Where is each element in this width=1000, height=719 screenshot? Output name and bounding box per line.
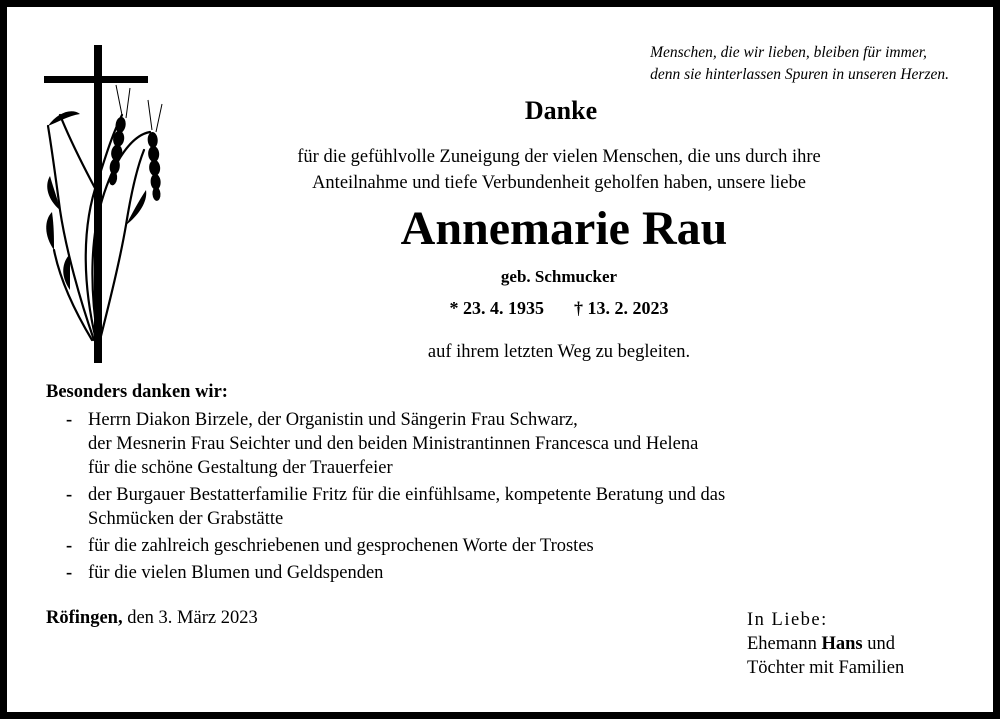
bullet-dash: - [66,410,73,430]
signature-conjunction: und [867,634,896,654]
signature-line-2 [747,632,904,656]
special-thanks-list [66,408,725,588]
intro-line-2: Anteilnahme und tiefe Verbundenheit geholfen haben, unsere liebe [312,173,806,193]
list-item [66,561,725,585]
signature-label: In Liebe: [747,610,828,630]
list-item [66,483,725,531]
notice-date: den 3. März 2023 [127,608,258,628]
list-item-line: für die vielen Blumen und Geldspenden [88,563,384,583]
bullet-dash: - [66,563,73,583]
bullet-dash: - [66,536,73,556]
maiden-name: geb. Schmucker [500,267,618,286]
intro-text [0,144,1000,196]
motto-line-2: denn sie hinterlassen Spuren in unseren Herzen. [650,66,949,83]
escort-text: auf ihrem letzten Weg zu begleiten. [427,342,691,362]
signature-line-3: Töchter mit Familien [747,658,905,678]
signature-relation: Ehemann [747,634,817,654]
special-thanks-heading: Besonders danken wir: [46,382,228,402]
list-item-line: Herrn Diakon Birzele, der Organistin und Sängerin Frau Schwarz, [88,410,578,430]
life-dates [0,298,1000,319]
deceased-name: Annemarie Rau [400,202,728,255]
motto-quote [650,42,949,86]
signature-block [747,608,904,680]
list-item-line: für die schöne Gestaltung der Trauerfeier [88,458,393,478]
list-item-line: Schmücken der Grabstätte [88,509,284,529]
birth-date: * 23. 4. 1935 [449,298,544,318]
motto-line-1: Menschen, die wir lieben, bleiben für immer, [650,44,927,61]
list-item-line: der Burgauer Bestatterfamilie Fritz für die einfühlsame, kompetente Beratung und das [88,485,726,505]
heading-thanks: Danke [524,96,598,125]
place-date [46,608,258,629]
death-date: † 13. 2. 2023 [574,298,669,318]
place-name: Röfingen, [46,608,123,628]
list-item [66,408,725,480]
list-item-line: für die zahlreich geschriebenen und gesprochenen Worte der Trostes [88,536,594,556]
bullet-dash: - [66,485,73,505]
list-item-line: der Mesnerin Frau Seichter und den beiden Ministrantinnen Francesca und Helena [88,434,699,454]
intro-line-1: für die gefühlvolle Zuneigung der vielen Menschen, die uns durch ihre [297,147,821,167]
list-item [66,534,725,558]
signature-name: Hans [821,634,863,654]
